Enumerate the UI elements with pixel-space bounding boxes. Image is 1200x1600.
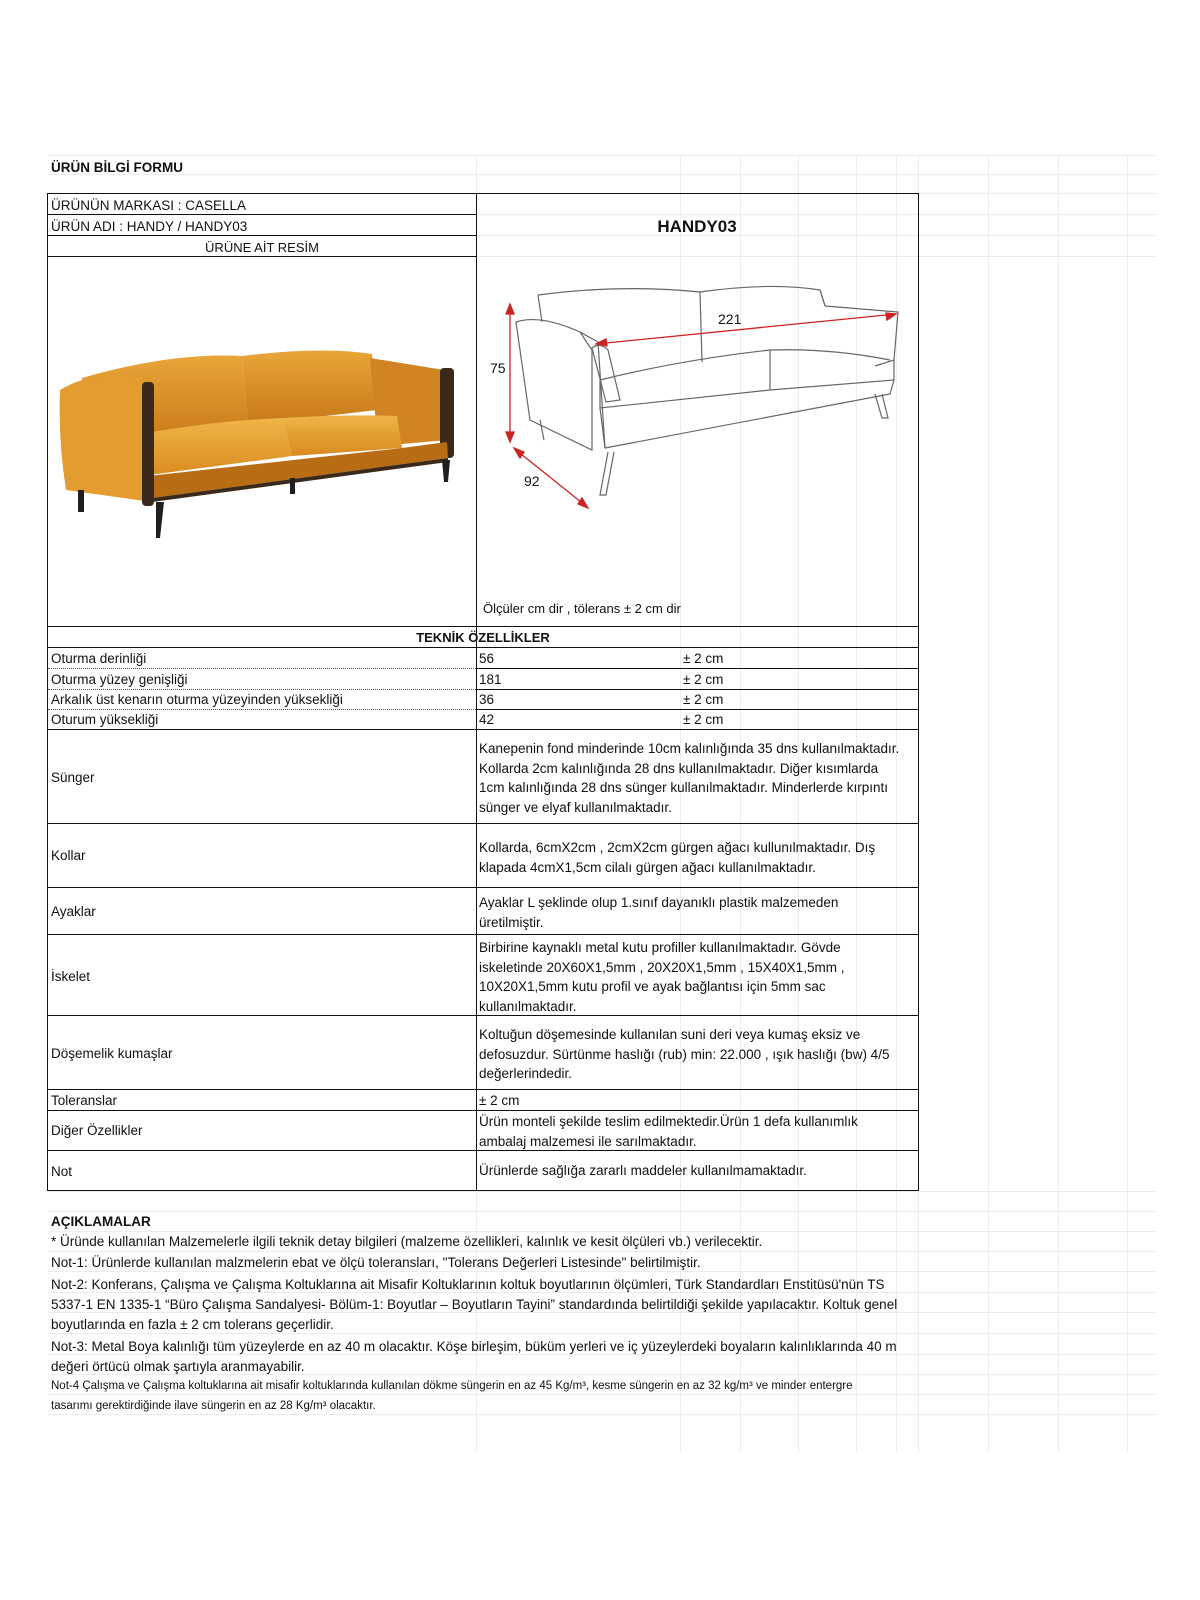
tech-header: TEKNİK ÖZELLİKLER bbox=[416, 630, 550, 645]
spec-text-kollar: Kollarda, 6cmX2cm , 2cmX2cm gürgen ağacı kullunılmaktadır. Dış klapada 4cmX1,5cm cilalı gürgen ağacı kullanılmaktadır. bbox=[479, 840, 876, 875]
measurement-tolerance: ± 2 cm bbox=[683, 692, 724, 707]
note-line: tasarımı gerektirdiğinde ilave süngerin en az 28 Kg/m³ olacaktır. bbox=[51, 1400, 376, 1412]
spec-label-not: Not bbox=[51, 1164, 73, 1179]
product-name-label: ÜRÜN ADI : HANDY / HANDY03 bbox=[51, 219, 248, 234]
spec-text-ayaklar: Ayaklar L şeklinde olup 1.sınıf dayanıklı plastik malzemeden üretilmiştir. bbox=[479, 895, 839, 930]
notes-title: AÇIKLAMALAR bbox=[51, 1214, 151, 1229]
measurement-label: Arkalık üst kenarın oturma yüzeyinden yüksekliği bbox=[51, 692, 343, 707]
spec-text-not: Ürünlerde sağlığa zararlı maddeler kullanılmamaktadır. bbox=[479, 1163, 807, 1178]
image-header: ÜRÜNE AİT RESİM bbox=[205, 240, 319, 255]
brand-label: ÜRÜNÜN MARKASI : CASELLA bbox=[51, 198, 247, 213]
dimension-width: 221 bbox=[718, 311, 742, 327]
measurement-tolerance: ± 2 cm bbox=[683, 672, 724, 687]
spec-label-toleranslar: Toleranslar bbox=[51, 1093, 118, 1108]
measurement-label: Oturma yüzey genişliği bbox=[51, 672, 188, 687]
model-title: HANDY03 bbox=[657, 217, 737, 236]
note-line: değeri örtücü olmak şartıyla aranmayabilir. bbox=[51, 1359, 305, 1374]
measurement-value: 42 bbox=[479, 712, 495, 727]
dimension-depth: 92 bbox=[524, 473, 540, 489]
spec-label-kollar: Kollar bbox=[51, 848, 86, 863]
note-line: Not-1: Ürünlerde kullanılan malzmelerin ebat ve ölçü toleransları, "Tolerans Değerleri Listesinde" belirtilmiştir. bbox=[51, 1255, 701, 1270]
note-line: 5337-1 EN 1335-1 “Büro Çalışma Sandalyesi- Bölüm-1: Boyutlar – Boyutların Tayini” standardında belirtildiği şekilde yapılacaktır. Koltuk genel bbox=[51, 1297, 898, 1312]
spec-text-diger: Ürün monteli şekilde teslim edilmektedir.Ürün 1 defa kullanımlık ambalaj malzemesi ile sarılmaktadır. bbox=[479, 1114, 858, 1149]
spec-label-iskelet: İskelet bbox=[51, 969, 91, 984]
spec-text-dosemelik: Koltuğun döşemesinde kullanılan suni deri veya kumaş eksiz ve defosuzdur. Sürtünme haslığı (rub) min: 22.000 , ışık haslığı (bw) 4/5 değerlerindedir. bbox=[479, 1027, 890, 1081]
measurement-value: 56 bbox=[479, 651, 495, 666]
note-line: * Üründe kullanılan Malzemelerle ilgili teknik detay bilgileri (malzeme özellikleri, kalınlık ve kesit ölçüleri vb.) verilecektir. bbox=[51, 1234, 763, 1249]
measurement-value: 181 bbox=[479, 672, 502, 687]
spec-text-sunger: Kanepenin fond minderinde 10cm kalınlığında 35 dns kullanılmaktadır. Kollarda 2cm kalınlığında 28 dns kullanılmaktadır. Diğer kısımlarda 1cm kalınlığında 28 dns sünger kullanılmaktadır. Minderlerde kırpıntı sünger ve elyaf kullanılmaktadır. bbox=[479, 741, 900, 815]
dimensions-note: Ölçüler cm dir , tölerans ± 2 cm dir bbox=[483, 601, 681, 616]
measurement-tolerance: ± 2 cm bbox=[683, 712, 724, 727]
dimension-height: 75 bbox=[490, 360, 506, 376]
sofa-photo bbox=[52, 330, 472, 550]
form-title: ÜRÜN BİLGİ FORMU bbox=[51, 160, 183, 175]
measurement-label: Oturum yüksekliği bbox=[51, 712, 159, 727]
spec-label-ayaklar: Ayaklar bbox=[51, 904, 96, 919]
spec-label-dosemelik: Döşemelik kumaşlar bbox=[51, 1046, 173, 1061]
spec-text-toleranslar: ± 2 cm bbox=[479, 1093, 520, 1108]
sofa-technical-drawing bbox=[480, 270, 915, 520]
note-line: Not-4 Çalışma ve Çalışma koltuklarına ait misafir koltuklarında kullanılan dökme süngerin en az 45 Kg/m³, kesme süngerin en az 32 kg/m³ ve minder entergre bbox=[51, 1380, 853, 1392]
note-line: boyutlarında en fazla ± 2 cm tolerans geçerlidir. bbox=[51, 1317, 334, 1332]
spec-label-sunger: Sünger bbox=[51, 770, 95, 785]
measurement-label: Oturma derinliği bbox=[51, 651, 147, 666]
note-line: Not-3: Metal Boya kalınlığı tüm yüzeylerde en az 40 m olacaktır. Köşe birleşim, büküm yerleri ve iç yüzeylerdeki boyaların kalınlıklarında 40 m bbox=[51, 1339, 897, 1354]
measurement-value: 36 bbox=[479, 692, 495, 707]
spec-text-iskelet: Birbirine kaynaklı metal kutu profiller kullanılmaktadır. Gövde iskeletinde 20X60X1,5mm , 20X20X1,5mm , 15X40X1,5mm , 10X20X1,5mm kutu profil ve ayak bağlantısı için 5mm sac kullanılmaktadır. bbox=[479, 940, 845, 1014]
measurement-tolerance: ± 2 cm bbox=[683, 651, 724, 666]
spec-label-diger: Diğer Özellikler bbox=[51, 1123, 143, 1138]
note-line: Not-2: Konferans, Çalışma ve Çalışma Koltuklarına ait Misafir Koltuklarının koltuk boyutlarının ölçümleri, Türk Standardları Enstitüsü'nün TS bbox=[51, 1277, 885, 1292]
